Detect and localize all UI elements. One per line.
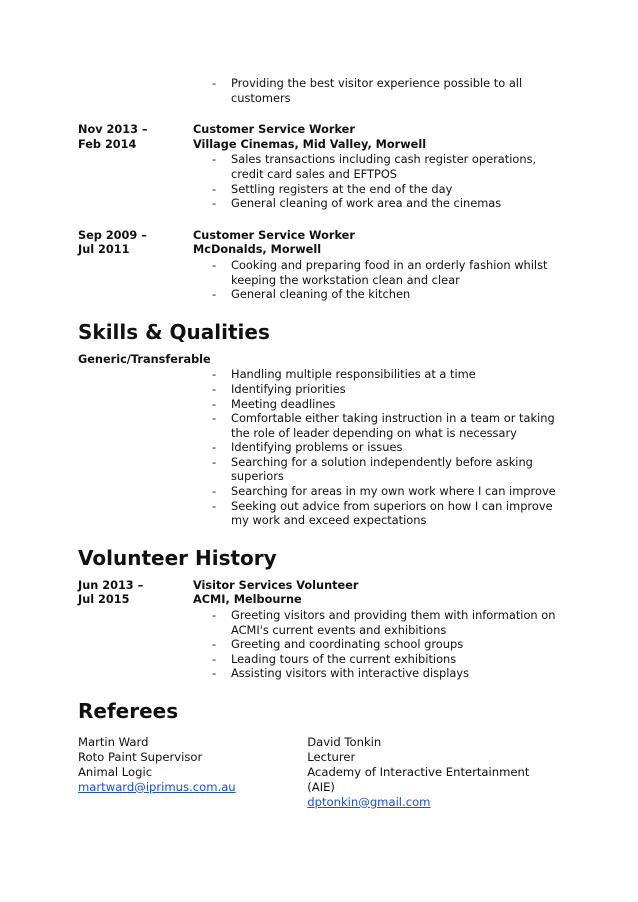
- bullet-dash: -: [212, 76, 217, 90]
- volunteer-heading: Volunteer History: [78, 545, 277, 570]
- skills-bullet-list: [212, 367, 560, 528]
- bullet-item: - Cooking and preparing food in an orderly fashion whilst keeping the workstation clean and clear: [212, 257, 548, 287]
- referee-email-link[interactable]: dptonkin@gmail.com: [307, 794, 431, 809]
- bullet-item: - Leading tours of the current exhibitions: [212, 651, 457, 666]
- volunteer-bullet-list: [212, 608, 560, 681]
- bullet-item: - Assisting visitors with interactive displays: [212, 666, 470, 681]
- bullet-item: - Greeting visitors and providing them with information on ACMI's current events and exhibitions: [212, 608, 556, 637]
- referee-role: Lecturer: [307, 749, 356, 764]
- volunteer-title: Visitor Services Volunteer: [193, 578, 359, 592]
- referee-name: David Tonkin: [307, 735, 382, 749]
- work-entry: [78, 229, 560, 302]
- resume-page: [78, 76, 560, 810]
- bullet-item: - Settling registers at the end of the day: [212, 181, 453, 196]
- bullet-item: - General cleaning of work area and the cinemas: [212, 196, 502, 211]
- bullet-item: - General cleaning of the kitchen: [212, 287, 411, 302]
- referee-card: [307, 735, 560, 810]
- referees-heading: Referees: [78, 699, 179, 723]
- job-title: Customer Service Worker: [193, 228, 355, 242]
- entry-dates: Jun 2013 – Jul 2015: [78, 578, 144, 607]
- job-organisation: Village Cinemas, Mid Valley, Morwell: [193, 137, 427, 151]
- bullet-item: - Comfortable either taking instruction in a team or taking the role of leader depending on what is necessary: [212, 411, 555, 440]
- skills-subheading: Generic/Transferable: [78, 352, 211, 366]
- job-bullet-list: [212, 258, 560, 302]
- volunteer-organisation: ACMI, Melbourne: [193, 593, 302, 607]
- skills-heading: Skills & Qualities: [78, 319, 270, 344]
- bullet-item: - Providing the best visitor experience possible to all customers: [212, 76, 523, 105]
- bullet-item: - Seeking out advice from superiors on how I can improve my work and exceed expectations: [212, 498, 553, 528]
- referees-list: [78, 735, 560, 810]
- bullet-item: - Searching for a solution independently before asking superiors: [212, 454, 533, 484]
- referee-company: Animal Logic: [78, 764, 153, 779]
- volunteer-entry: [78, 579, 560, 681]
- continued-bullet-list: [212, 76, 560, 105]
- bullet-item: - Meeting deadlines: [212, 396, 336, 411]
- referee-role: Roto Paint Supervisor: [78, 749, 203, 764]
- bullet-item: - Identifying problems or issues: [212, 440, 403, 455]
- work-entry: [78, 123, 560, 211]
- bullet-item: - Handling multiple responsibilities at a time: [212, 367, 476, 382]
- job-title: Customer Service Worker: [193, 123, 355, 137]
- bullet-item: - Identifying priorities: [212, 381, 346, 396]
- entry-dates: Sep 2009 – Jul 2011: [78, 228, 147, 257]
- referee-company: Academy of Interactive Entertainment (AIE): [307, 764, 530, 794]
- referee-email-link[interactable]: martward@iprimus.com.au: [78, 779, 236, 794]
- job-bullet-list: [212, 152, 560, 210]
- referee-name: Martin Ward: [78, 735, 149, 749]
- bullet-item: - Searching for areas in my own work where I can improve: [212, 484, 556, 499]
- bullet-item: - Sales transactions including cash register operations, credit card sales and EFTPOS: [212, 152, 537, 181]
- entry-dates: Nov 2013 – Feb 2014: [78, 123, 148, 151]
- referee-card: [78, 735, 307, 810]
- bullet-item: - Greeting and coordinating school groups: [212, 637, 464, 652]
- job-organisation: McDonalds, Morwell: [193, 243, 322, 257]
